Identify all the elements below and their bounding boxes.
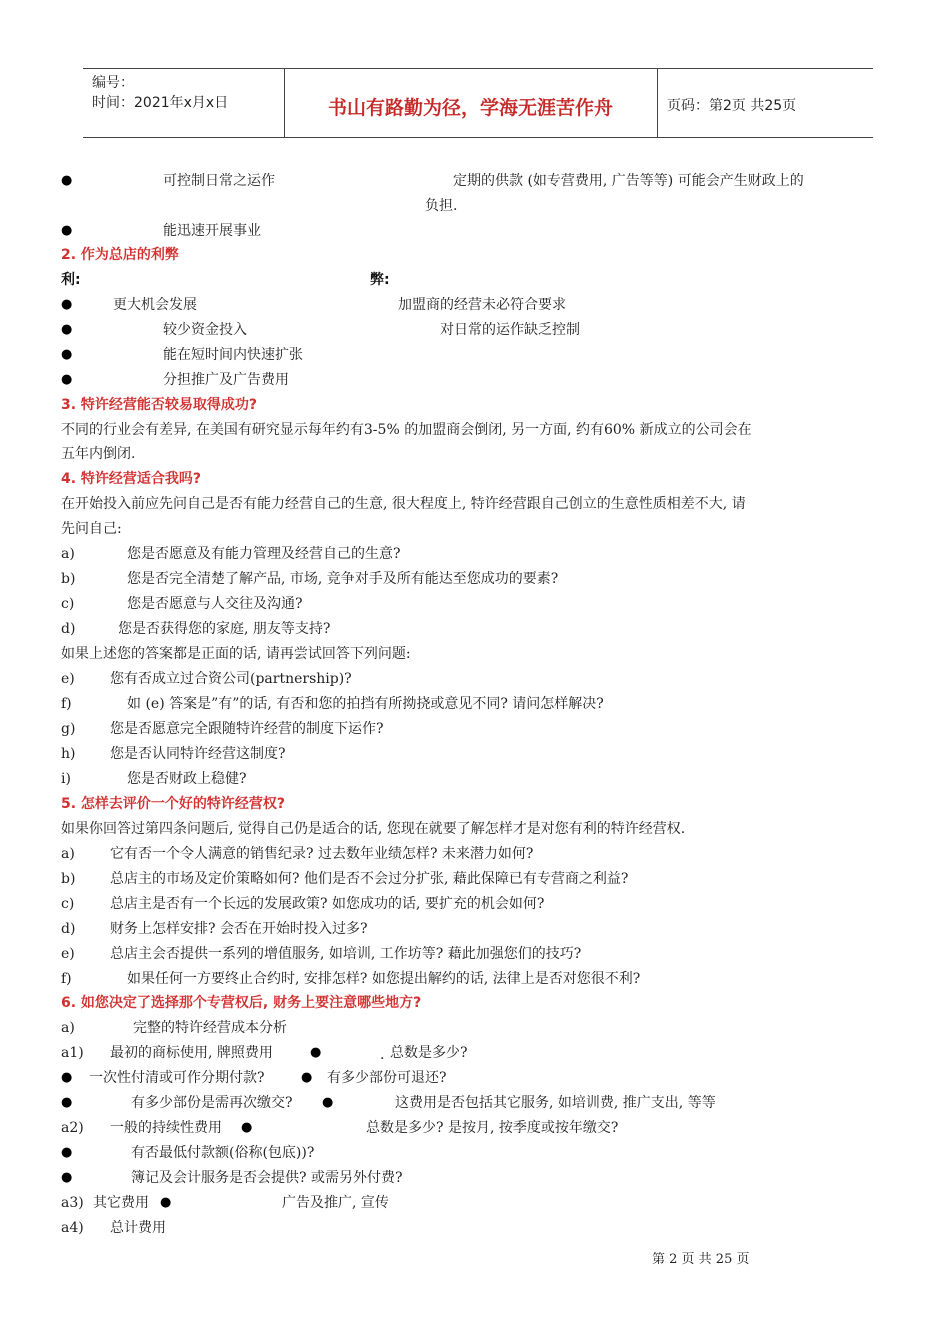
pro-item: 能在短时间内快速扩张	[163, 347, 303, 363]
list-item: 您是否愿意及有能力管理及经营自己的生意?	[127, 546, 401, 562]
list-item: 财务上怎样安排? 会否在开始时投入过多?	[110, 921, 368, 937]
list-marker: a1)	[61, 1045, 84, 1061]
cons-label: 弊:	[370, 272, 390, 288]
list-marker: d)	[61, 921, 76, 937]
bullet-icon: ●	[301, 1070, 313, 1085]
page-header	[83, 68, 873, 138]
section-heading: 2. 作为总店的利弊	[61, 247, 179, 263]
bullet-icon: ●	[310, 1045, 322, 1060]
bullet-icon: ●	[61, 372, 73, 387]
bullet-icon: ●	[61, 173, 73, 188]
pros-label: 利:	[61, 272, 81, 288]
bullet-icon: ●	[61, 322, 73, 337]
list-marker: c)	[61, 896, 75, 912]
list-item: 您是否认同特许经营这制度?	[110, 746, 286, 762]
list-marker: a4)	[61, 1220, 84, 1236]
list-item: 您是否获得您的家庭, 朋友等支持?	[118, 621, 331, 637]
pro-item: 较少资金投入	[163, 322, 247, 338]
list-marker: e)	[61, 946, 75, 962]
list-item: 完整的特许经营成本分析	[133, 1020, 287, 1036]
list-marker: f)	[61, 971, 72, 987]
pro-item: 可控制日常之运作	[163, 173, 275, 189]
list-item: 总店主的市场及定价策略如何? 他们是否不会过分扩张, 藉此保障已有专营商之利益?	[110, 871, 629, 887]
list-item: 您是否愿意完全跟随特许经营的制度下运作?	[110, 721, 384, 737]
list-item: 总店主是否有一个长远的发展政策? 如您成功的话, 要扩充的机会如何?	[110, 896, 545, 912]
list-item: 有否最低付款额(俗称(包底))?	[131, 1145, 315, 1161]
list-marker: a)	[61, 1020, 75, 1036]
header-divider	[657, 69, 658, 137]
paragraph-line: 五年内倒闭.	[61, 446, 136, 462]
section-heading: 3. 特许经营能否较易取得成功?	[61, 397, 258, 413]
list-marker: a2)	[61, 1120, 84, 1136]
pro-item: 更大机会发展	[113, 297, 197, 313]
list-item: 总计费用	[110, 1220, 166, 1236]
list-item: 您是否财政上稳健?	[127, 771, 247, 787]
stray-dot: .	[380, 1047, 385, 1063]
bullet-icon: ●	[160, 1195, 172, 1210]
paragraph-line: 如果上述您的答案都是正面的话, 请再尝试回答下列问题:	[61, 646, 411, 662]
list-marker: h)	[61, 746, 76, 762]
pro-item: 分担推广及广告费用	[163, 372, 289, 388]
list-item: 有多少部份是需再次缴交?	[131, 1095, 293, 1111]
paragraph-line: 不同的行业会有差异, 在美国有研究显示每年约有3-5% 的加盟商会倒闭, 另一方面, 约有60% 新成立的公司会在	[61, 422, 752, 438]
con-item: 对日常的运作缺乏控制	[440, 322, 580, 338]
list-item: 最初的商标使用, 牌照费用	[110, 1045, 273, 1061]
list-item: 它有否一个令人满意的销售纪录? 过去数年业绩怎样? 未来潜力如何?	[110, 846, 534, 862]
list-item: 总数是多少?	[390, 1045, 468, 1061]
bullet-icon: ●	[61, 1070, 73, 1085]
list-item: 一次性付清或可作分期付款?	[89, 1070, 265, 1086]
bullet-icon: ●	[61, 1170, 73, 1185]
bullet-icon: ●	[61, 1095, 73, 1110]
pro-item: 能迅速开展事业	[163, 223, 261, 239]
list-item: 如果任何一方要终止合约时, 安排怎样? 如您提出解约的话, 法律上是否对您很不利?	[127, 971, 641, 987]
list-marker: f)	[61, 696, 72, 712]
header-page-info: 页码：第2页 共25页	[667, 98, 797, 114]
list-item: 您有否成立过合资公司(partnership)?	[110, 671, 352, 687]
list-item: 其它费用	[93, 1195, 149, 1211]
bullet-icon: ●	[61, 347, 73, 362]
list-item: 总店主会否提供一系列的增值服务, 如培训, 工作坊等? 藉此加强您们的技巧?	[110, 946, 582, 962]
list-marker: i)	[61, 771, 71, 787]
section-heading: 5. 怎样去评价一个好的特许经营权?	[61, 796, 286, 812]
list-item: 您是否愿意与人交往及沟通?	[127, 596, 303, 612]
con-item: 加盟商的经营未必符合要求	[398, 297, 566, 313]
list-marker: a)	[61, 846, 75, 862]
list-item: 您是否完全清楚了解产品, 市场, 竞争对手及所有能达至您成功的要素?	[127, 571, 559, 587]
list-item: 有多少部份可退还?	[327, 1070, 447, 1086]
list-item: 一般的持续性费用	[110, 1120, 222, 1136]
bullet-icon: ●	[61, 297, 73, 312]
header-motto: 书山有路勤为径，学海无涯苦作舟	[327, 97, 613, 119]
document-number-label: 编号：	[92, 75, 134, 91]
list-marker: b)	[61, 871, 76, 887]
paragraph-line: 先问自己:	[61, 521, 122, 537]
list-marker: a)	[61, 546, 75, 562]
section-heading: 6. 如您决定了选择那个专营权后, 财务上要注意哪些地方?	[61, 995, 422, 1011]
list-item: 总数是多少? 是按月, 按季度或按年缴交?	[366, 1120, 619, 1136]
paragraph-line: 如果你回答过第四条问题后, 觉得自己仍是适合的话, 您现在就要了解怎样才是对您有利的特许经营权.	[61, 821, 686, 837]
section-heading: 4. 特许经营适合我吗?	[61, 471, 202, 487]
con-item: 定期的供款 (如专营费用, 广告等等) 可能会产生财政上的	[453, 173, 804, 189]
document-date: 时间：2021年x月x日	[92, 95, 229, 111]
page-footer: 第 2 页 共 25 页	[652, 1252, 750, 1267]
list-marker: d)	[61, 621, 76, 637]
list-marker: c)	[61, 596, 75, 612]
list-item: 如 (e) 答案是”有”的话, 有否和您的拍挡有所拗挠或意见不同? 请问怎样解决?	[127, 696, 604, 712]
list-marker: b)	[61, 571, 76, 587]
list-marker: g)	[61, 721, 76, 737]
list-marker: e)	[61, 671, 75, 687]
list-item: 广告及推广, 宣传	[282, 1195, 389, 1211]
list-item: 这费用是否包括其它服务, 如培训费, 推广支出, 等等	[395, 1095, 716, 1111]
bullet-icon: ●	[61, 223, 73, 238]
bullet-icon: ●	[241, 1120, 253, 1135]
list-marker: a3)	[61, 1195, 84, 1211]
con-item-cont: 负担.	[425, 198, 458, 214]
paragraph-line: 在开始投入前应先问自己是否有能力经营自己的生意, 很大程度上, 特许经营跟自己创立的生意性质相差不大, 请	[61, 496, 746, 512]
bullet-icon: ●	[322, 1095, 334, 1110]
bullet-icon: ●	[61, 1145, 73, 1160]
list-item: 簿记及会计服务是否会提供? 或需另外付费?	[131, 1170, 403, 1186]
